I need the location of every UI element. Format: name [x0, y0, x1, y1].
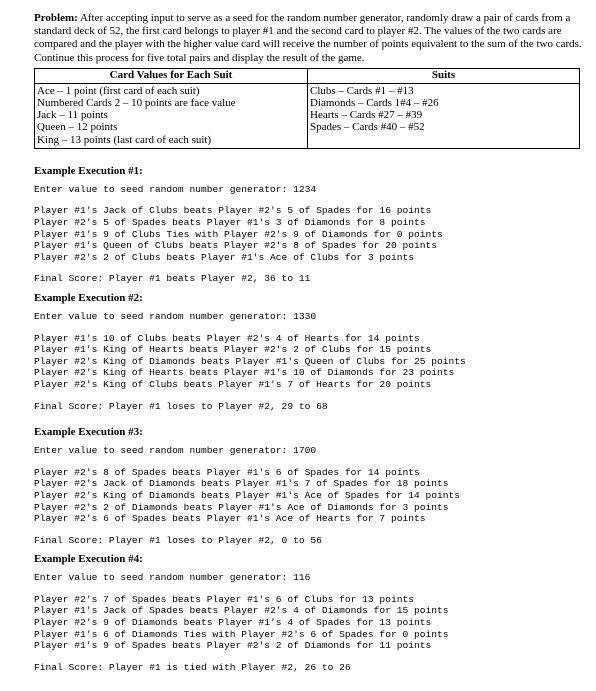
- example-title: Example Execution #3:: [34, 426, 143, 439]
- result-line: Player #1's Jack of Spades beats Player #2's 4 of Diamonds for 15 points: [34, 605, 449, 617]
- header-suits: Suits: [308, 68, 580, 83]
- example-execution-3: [34, 426, 582, 546]
- card-values-cell: [35, 83, 308, 148]
- result-line: Player #1's 6 of Diamonds Ties with Player #2's 6 of Spades for 0 points: [34, 628, 449, 640]
- final-score: Final Score: Player #1 beats Player #2, 36 to 11: [34, 273, 311, 285]
- suits-cell: [308, 83, 580, 148]
- result-line: Player #2's 2 of Diamonds beats Player #1's Ace of Diamonds for 3 points: [34, 501, 449, 513]
- suit-item: Clubs – Cards #1 – #13: [310, 84, 414, 97]
- table-body-row: [35, 83, 580, 148]
- result-line: Player #1's Jack of Clubs beats Player #2's 5 of Spades for 16 points: [34, 205, 432, 217]
- result-line: Player #2's 7 of Spades beats Player #1's 6 of Clubs for 13 points: [34, 593, 414, 605]
- result-line: Player #1's Queen of Clubs beats Player #2's 8 of Spades for 20 points: [34, 240, 438, 252]
- suit-item: Hearts – Cards #27 – #39: [310, 109, 423, 122]
- value-item: Queen – 12 points: [37, 121, 118, 134]
- table-header-row: [35, 68, 580, 83]
- result-line: Player #1's 9 of Clubs Ties with Player #2's 9 of Diamonds for 0 points: [34, 228, 443, 240]
- card-values-table: [34, 68, 580, 149]
- result-line: Player #2's Jack of Diamonds beats Player #1's 7 of Spades for 18 points: [34, 478, 449, 490]
- document-page: [34, 12, 582, 673]
- example-title: Example Execution #2:: [34, 291, 143, 304]
- final-score: Final Score: Player #1 loses to Player #2, 29 to 68: [34, 400, 328, 412]
- result-line: Player #2's 5 of Spades beats Player #1's 3 of Diamonds for 8 points: [34, 217, 426, 229]
- problem-label: Problem:: [34, 12, 78, 24]
- seed-prompt: Enter value to seed random number generator: 1234: [34, 183, 317, 195]
- result-line: Player #1's King of Hearts beats Player #2's 2 of Clubs for 15 points: [34, 344, 432, 356]
- value-item: Numbered Cards 2 – 10 points are face value: [37, 97, 236, 110]
- example-title: Example Execution #4:: [34, 553, 143, 566]
- result-line: Player #2's King of Diamonds beats Player #1's Ace of Spades for 14 points: [34, 489, 461, 501]
- suit-item: Spades – Cards #40 – #52: [310, 121, 425, 134]
- example-execution-2: [34, 292, 582, 412]
- final-score: Final Score: Player #1 loses to Player #2, 0 to 56: [34, 534, 322, 546]
- example-title: Example Execution #1:: [34, 164, 143, 177]
- value-item: King – 13 points (last card of each suit): [37, 133, 212, 146]
- value-item: Ace – 1 point (first card of each suit): [37, 84, 200, 97]
- problem-text: After accepting input to serve as a seed for the random number generator, randomly draw a pair of cards from a standard deck of 52, the first card belongs to player #1 and the second card to player #2. The values of the two cards are compared and the player with the higher value card will receive the number of points equivalent to the sum of the two cards. Continue this process for five total pairs and display the result of the game.: [34, 12, 582, 64]
- problem-statement: [34, 12, 582, 65]
- result-line: Player #2's 8 of Spades beats Player #1's 6 of Spades for 14 points: [34, 466, 420, 478]
- result-line: Player #2's 9 of Diamonds beats Player #1's 4 of Spades for 13 points: [34, 617, 432, 629]
- result-line: Player #1's 9 of Spades beats Player #2's 2 of Diamonds for 11 points: [34, 640, 432, 652]
- header-card-values: Card Values for Each Suit: [35, 68, 308, 83]
- final-score: Final Score: Player #1 is tied with Player #2, 26 to 26: [34, 661, 351, 673]
- result-line: Player #2's 6 of Spades beats Player #1's Ace of Hearts for 7 points: [34, 513, 426, 525]
- seed-prompt: Enter value to seed random number generator: 1700: [34, 445, 317, 457]
- result-line: Player #2's King of Hearts beats Player #1's 10 of Diamonds for 23 points: [34, 367, 455, 379]
- value-item: Jack – 11 points: [37, 109, 108, 122]
- result-line: Player #2's King of Diamonds beats Player #1's Queen of Clubs for 25 points: [34, 355, 466, 367]
- result-line: Player #1's 10 of Clubs beats Player #2's 4 of Hearts for 14 points: [34, 332, 420, 344]
- result-line: Player #2's 2 of Clubs beats Player #1's Ace of Clubs for 3 points: [34, 251, 414, 263]
- example-execution-1: [34, 165, 582, 285]
- seed-prompt: Enter value to seed random number generator: 116: [34, 572, 311, 584]
- result-line: Player #2's King of Clubs beats Player #1's 7 of Hearts for 20 points: [34, 378, 432, 390]
- example-execution-4: [34, 553, 582, 673]
- suit-item: Diamonds – Cards 1#4 – #26: [310, 97, 439, 110]
- seed-prompt: Enter value to seed random number generator: 1330: [34, 310, 317, 322]
